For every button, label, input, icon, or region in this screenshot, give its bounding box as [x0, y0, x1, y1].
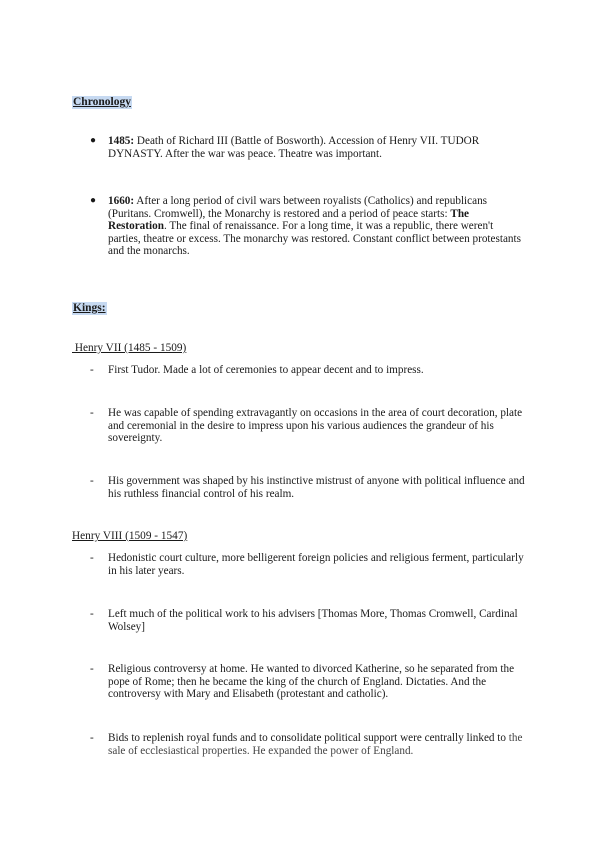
chronology-item-1660: [108, 195, 528, 258]
henry-viii-item: [108, 732, 533, 757]
item-text: . The final of renaissance. For a long time, it was a republic, there weren't parties, theatre or excess. The monarchy was restored. Constant conflict between protestants and the monarchs.: [108, 220, 521, 258]
dash-bullet: -: [90, 663, 94, 675]
henry-vii-item: First Tudor. Made a lot of ceremonies to appear decent and to impress.: [108, 364, 424, 376]
henry-vii-item: His government was shaped by his instinctive mistrust of anyone with political influence and his ruthless financial control of his realm.: [108, 475, 525, 500]
chronology-heading: Chronology: [73, 96, 131, 108]
item-text: After a long period of civil wars between royalists (Catholics) and republicans (Puritans. Cromwell), the Monarchy is restored and a period of peace starts:: [108, 195, 488, 220]
bullet-icon: ●: [90, 195, 97, 206]
dash-bullet: -: [90, 732, 94, 744]
chronology-item-1485: [108, 135, 528, 160]
henry-vii-title: Henry VII (1485 - 1509): [72, 342, 187, 354]
henry-viii-title: Henry VIII (1509 - 1547): [72, 530, 188, 542]
kings-heading: Kings:: [73, 302, 106, 314]
henry-viii-item: Left much of the political work to his advisers [Thomas More, Thomas Cromwell, Cardinal Wolsey]: [108, 608, 518, 633]
henry-vii-item: He was capable of spending extravagantly on occasions in the area of court decoration, plate and ceremonial in the desire to impress upon his various audiences the grandeur of his sovereignty.: [108, 407, 523, 445]
dash-bullet: -: [90, 475, 94, 487]
bullet-icon: ●: [90, 135, 97, 146]
dash-bullet: -: [90, 407, 94, 419]
dash-bullet: -: [90, 608, 94, 620]
item-text-tail: the sale of ecclesiastical properties. He expanded the power of England.: [108, 732, 523, 757]
dash-bullet: -: [90, 364, 94, 376]
dash-bullet: -: [90, 552, 94, 564]
item-text: Bids to replenish royal funds and to consolidate political support were centrally linked to: [108, 732, 509, 744]
year-label: 1485:: [108, 135, 135, 147]
henry-viii-item: Hedonistic court culture, more belligerent foreign policies and religious ferment, particularly in his later years.: [108, 552, 524, 577]
item-text: Death of Richard III (Battle of Bosworth). Accession of Henry VII. TUDOR DYNASTY. After the war was peace. Theatre was important.: [108, 135, 480, 160]
henry-viii-item: Religious controversy at home. He wanted to divorced Katherine, so he separated from the pope of Rome; then he became the king of the church of England. Dictaties. And the controversy with Mary and Elisabeth (protestant and catholic).: [108, 663, 515, 701]
year-label: 1660:: [108, 195, 135, 207]
restoration-label: The Restoration: [108, 207, 470, 233]
